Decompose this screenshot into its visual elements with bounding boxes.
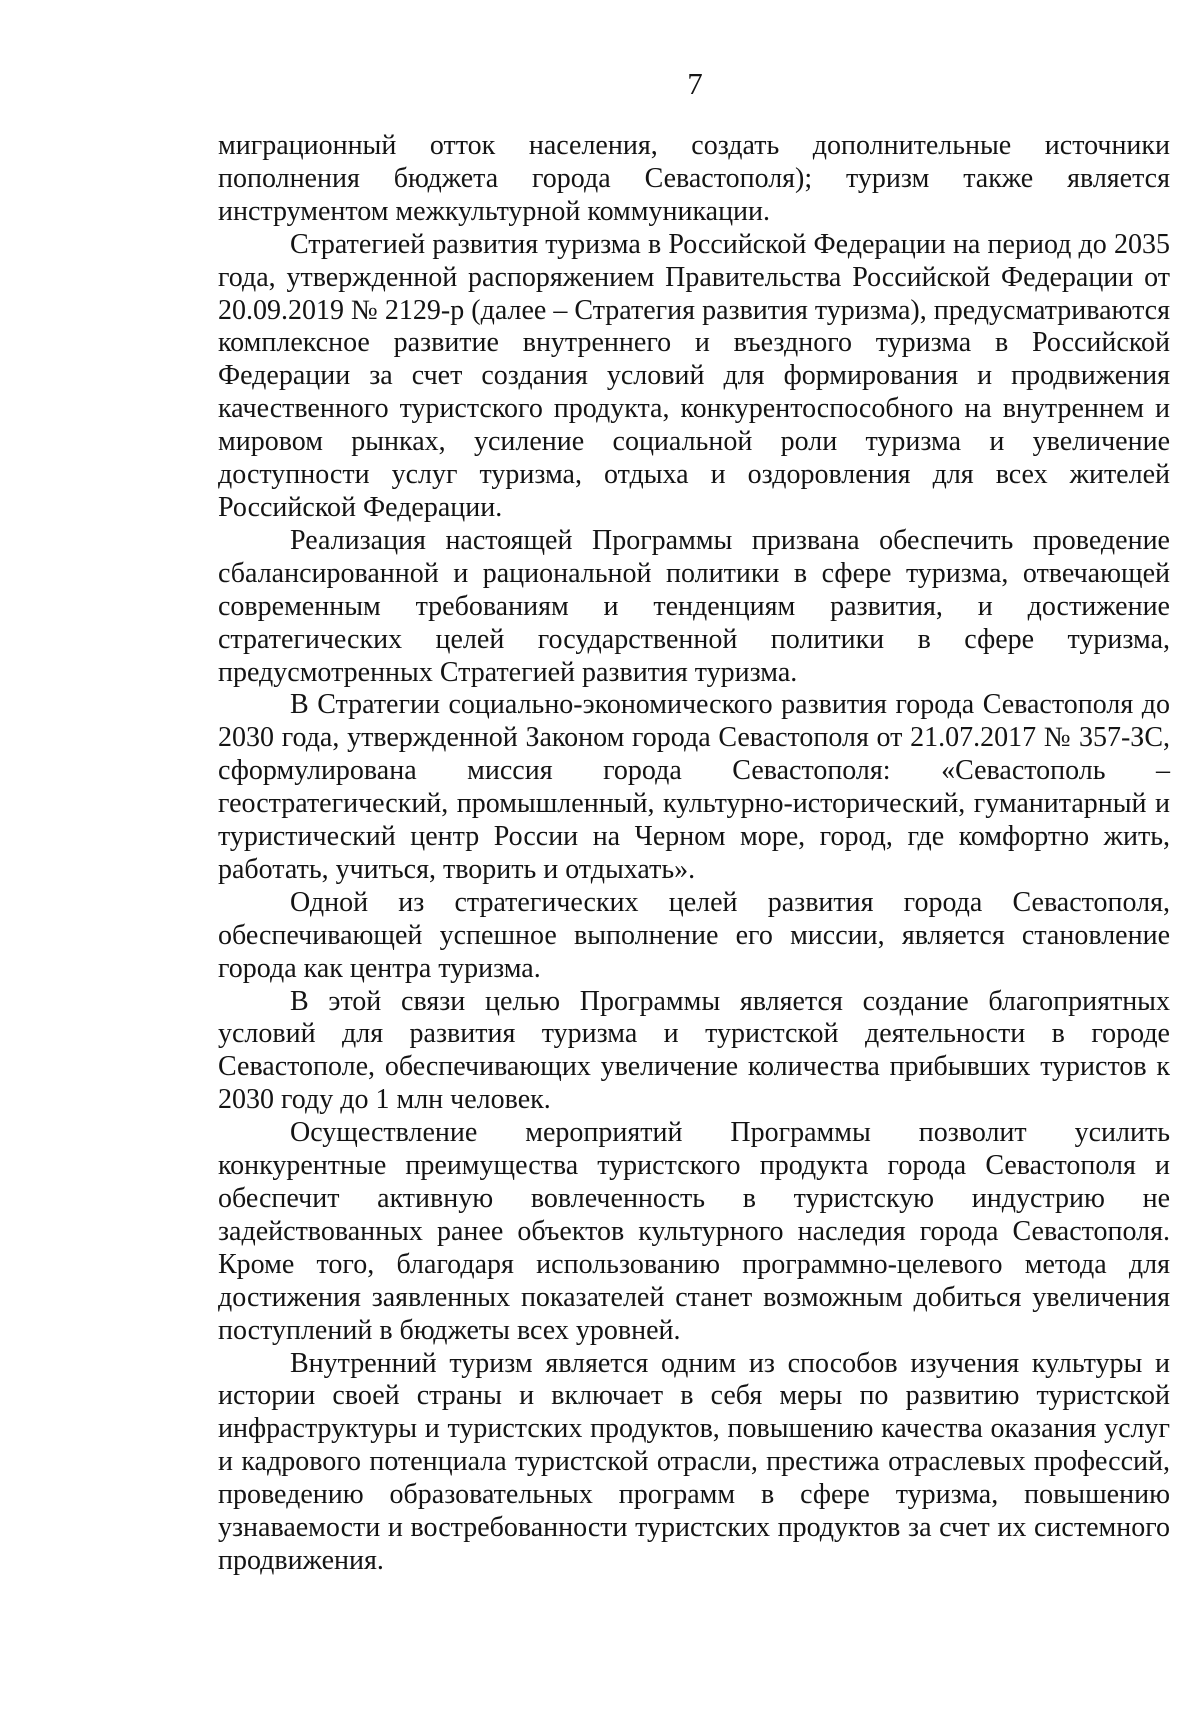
document-body (218, 130, 1170, 1578)
paragraph-continuation: миграционный отток населения, создать дополнительные источники пополнения бюджета города Севастополя); туризм также является инструментом межкультурной коммуникации. (218, 130, 1170, 227)
paragraph-program-measures: Осуществление мероприятий Программы позволит усилить конкурентные преимущества туристского продукта города Севастополя и обеспечит активную вовлеченность в туристскую индустрию не задействованных ранее объектов культурного наследия города Севастополя. Кроме того, благодаря использованию программно-целевого метода для достижения заявленных показателей станет возможным добиться увеличения поступлений в бюджеты всех уровней. (218, 1117, 1170, 1346)
paragraph-program-goal: В этой связи целью Программы является создание благоприятных условий для развития туризма и туристской деятельности в городе Севастополе, обеспечивающих увеличение количества прибывших туристов к 2030 году до 1 млн человек. (218, 985, 1170, 1116)
paragraph-strategic-goal: Одной из стратегических целей развития города Севастополя, обеспечивающей успешное выполнение его миссии, является становление города как центра туризма. (218, 886, 1170, 984)
paragraph-tourism-strategy: Стратегией развития туризма в Российской Федерации на период до 2035 года, утвержденной распоряжением Правительства Российской Федерации от 20.09.2019 № 2129-р (далее – Стратегия развития туризма), предусматриваются комплексное развитие внутреннего и въездного туризма в Российской Федерации за счет создания условий для формирования и продвижения качественного туристского продукта, конкурентоспособного на внутреннем и мировом рынках, усиление социальной роли туризма и увеличение доступности услуг туризма, отдыха и оздоровления для всех жителей Российской Федерации. (218, 228, 1170, 523)
paragraph-city-mission: В Стратегии социально-экономического развития города Севастополя до 2030 года, утвержденной Законом города Севастополя от 21.07.2017 № 357-ЗС, сформулирована миссия города Севастополя: «Севастополь – геостратегический, промышленный, культурно-исторический, гуманитарный и туристический центр России на Черном море, город, где комфортно жить, работать, учиться, творить и отдыхать». (218, 689, 1170, 885)
paragraph-domestic-tourism: Внутренний туризм является одним из способов изучения культуры и истории своей страны и включает в себя меры по развитию туристской инфраструктуры и туристских продуктов, повышению качества оказания услуг и кадрового потенциала туристской отрасли, престижа отраслевых профессий, проведению образовательных программ в сфере туризма, повышению узнаваемости и востребованности туристских продуктов за счет их системного продвижения. (218, 1347, 1170, 1576)
paragraph-program-implementation: Реализация настоящей Программы призвана обеспечить проведение сбалансированной и рациональной политики в сфере туризма, отвечающей современным требованиям и тенденциям развития, и достижение стратегических целей государственной политики в сфере туризма, предусмотренных Стратегией развития туризма. (218, 524, 1170, 688)
page-number: 7 (687, 66, 703, 101)
